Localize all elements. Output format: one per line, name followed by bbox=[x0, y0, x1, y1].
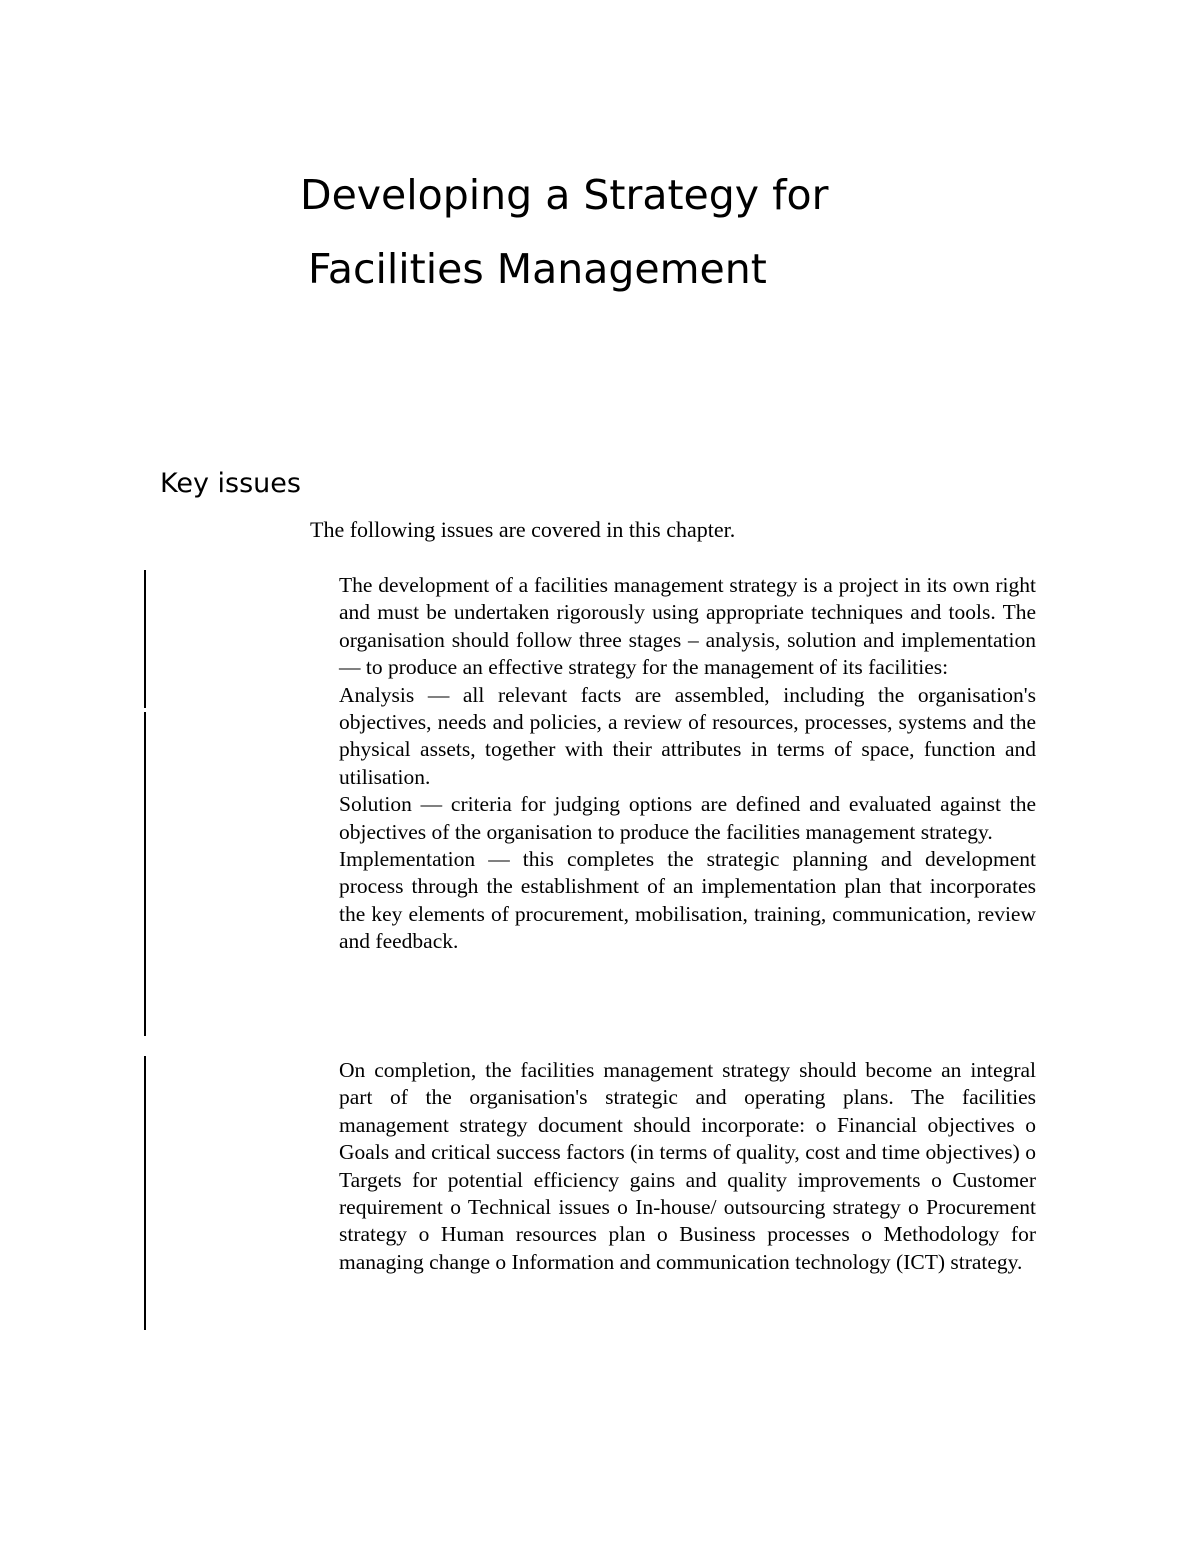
page-title-line-1: Developing a Strategy for bbox=[300, 171, 829, 219]
page-title bbox=[300, 158, 1000, 306]
margin-change-bar bbox=[144, 712, 146, 1036]
implementation-stage-text: Implementation — this completes the strategic planning and development process through the establishment of an implementation plan that incorporates the key elements of procurement, mobilisation, training, communication, review and feedback. bbox=[339, 847, 1036, 954]
strategy-document-paragraph: On completion, the facilities management strategy should become an integral part of the organisation's strategic and operating plans. The facilities management strategy document should incorporate: o Financial objectives o Goals and critical success factors (in terms of quality, cost and time objectives) o Targets for potential efficiency gains and quality improvements o Customer requirement o Technical issues o In-house/ outsourcing strategy o Procurement strategy o Human resources plan o Business processes o Methodology for managing change o Information and communication technology (ICT) strategy. bbox=[339, 1058, 1036, 1274]
analysis-stage-text: Analysis — all relevant facts are assembled, including the organisation's objectives, needs and policies, a review of resources, processes, systems and the physical assets, together with their attributes in terms of space, function and utilisation. bbox=[339, 682, 1036, 789]
stages-overview-text: The development of a facilities management strategy is a project in its own right and must be undertaken rigorously using appropriate techniques and tools. The organisation should follow three stages – analysis, solution and implementation — to produce an effective strategy for the management of its facilities: bbox=[339, 573, 1036, 680]
page-title-line-2: Facilities Management bbox=[308, 245, 767, 293]
intro-text: The following issues are covered in this chapter. bbox=[310, 517, 736, 542]
margin-change-bar bbox=[144, 1056, 146, 1330]
key-issues-paragraph bbox=[339, 572, 1036, 956]
section-heading-key-issues: Key issues bbox=[160, 468, 301, 499]
solution-stage-text: Solution — criteria for judging options are defined and evaluated against the objectives of the organisation to produce the facilities management strategy. bbox=[339, 792, 1036, 844]
margin-change-bar bbox=[144, 570, 146, 708]
